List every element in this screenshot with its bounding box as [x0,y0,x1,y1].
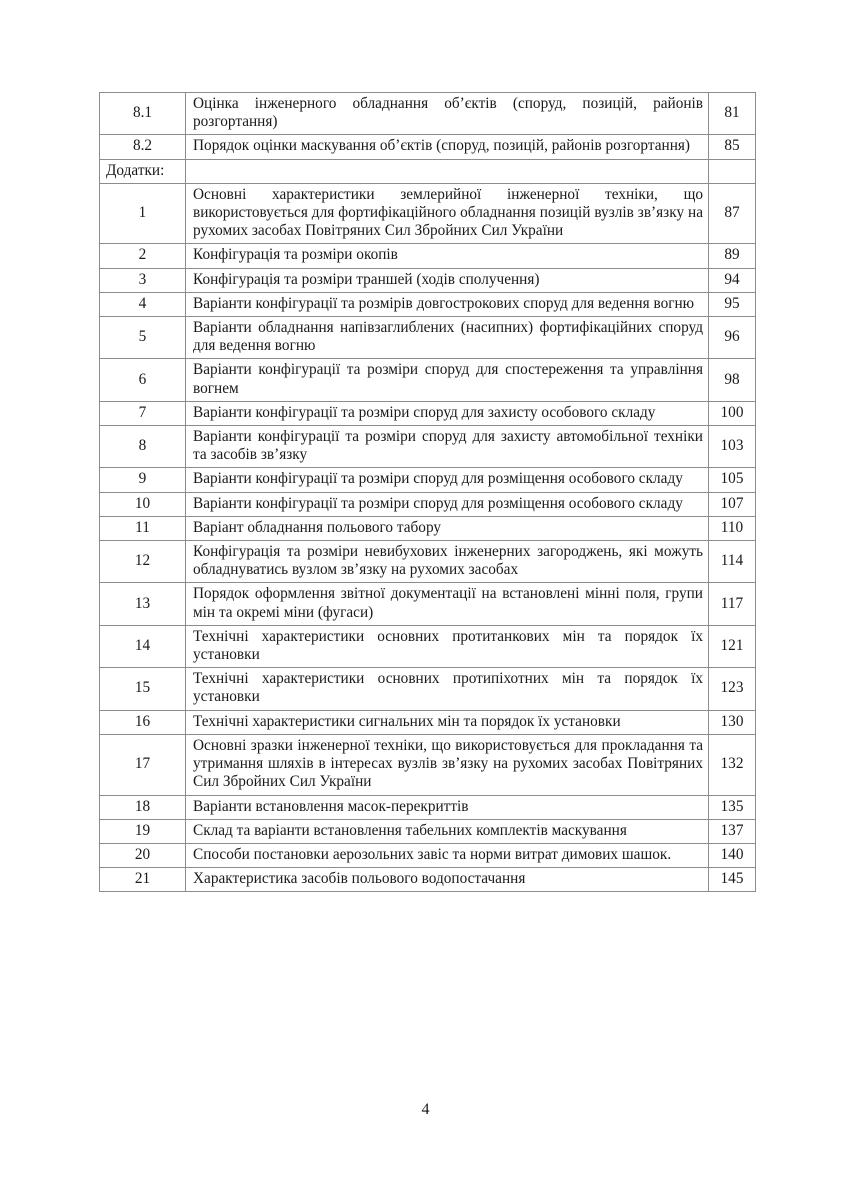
table-row [100,426,756,468]
row-title-cell: Порядок оцінки маскування об’єктів (споруд, позицій, районів розгортання) [186,135,709,159]
row-page-cell: 110 [709,516,756,540]
row-number-cell: 13 [100,583,186,625]
row-number-cell: 1 [100,183,186,244]
row-title-cell: Характеристика засобів польового водопостачання [186,868,709,892]
row-page-cell: 89 [709,244,756,268]
table-row [100,244,756,268]
row-page-cell: 123 [709,668,756,710]
row-page-cell: 107 [709,492,756,516]
row-number-cell: 14 [100,625,186,667]
row-number-cell: 7 [100,401,186,425]
row-number-cell: 15 [100,668,186,710]
table-row [100,819,756,843]
row-number-cell: 9 [100,468,186,492]
row-page-cell: 145 [709,868,756,892]
table-row [100,317,756,359]
row-title-cell: Технічні характеристики сигнальних мін та порядок їх установки [186,710,709,734]
table-row [100,734,756,795]
row-title-cell: Склад та варіанти встановлення табельних комплектів маскування [186,819,709,843]
row-number-cell: 2 [100,244,186,268]
row-number-cell: 8 [100,426,186,468]
table-body [100,93,756,892]
table-row [100,468,756,492]
row-number-cell: 19 [100,819,186,843]
table-row [100,135,756,159]
row-number-cell: 4 [100,292,186,316]
row-title-cell: Варіанти конфігурації та розміри споруд для спостереження та управління вогнем [186,359,709,401]
row-page-cell: 81 [709,93,756,135]
table-row [100,516,756,540]
row-title-cell: Основні зразки інженерної техніки, що використовується для прокладання та утримання шляхів в інтересах вузлів зв’язку на рухомих засобах Повітряних Сил Збройних Сил України [186,734,709,795]
row-title-cell: Способи постановки аерозольних завіс та норми витрат димових шашок. [186,843,709,867]
row-page-cell: 121 [709,625,756,667]
row-number-cell: 21 [100,868,186,892]
table-row [100,541,756,583]
row-page-cell: 114 [709,541,756,583]
table-row [100,401,756,425]
row-number-cell: Додатки: [100,159,186,183]
row-page-cell: 94 [709,268,756,292]
row-title-cell: Порядок оформлення звітної документації на встановлені мінні поля, групи мін та окремі міни (фугаси) [186,583,709,625]
row-page-cell: 140 [709,843,756,867]
row-title-cell: Варіанти конфігурації та розмірів довгострокових споруд для ведення вогню [186,292,709,316]
row-page-cell: 137 [709,819,756,843]
table-row [100,159,756,183]
row-number-cell: 5 [100,317,186,359]
table-row [100,583,756,625]
row-title-cell: Варіанти конфігурації та розміри споруд для захисту автомобільної техніки та засобів зв’язку [186,426,709,468]
row-number-cell: 16 [100,710,186,734]
row-title-cell: Варіанти конфігурації та розміри споруд для розміщення особового складу [186,492,709,516]
row-page-cell: 87 [709,183,756,244]
table-row [100,668,756,710]
row-page-cell: 85 [709,135,756,159]
row-number-cell: 17 [100,734,186,795]
row-page-cell: 96 [709,317,756,359]
row-title-cell [186,159,709,183]
row-page-cell: 130 [709,710,756,734]
table-row [100,292,756,316]
row-title-cell: Варіант обладнання польового табору [186,516,709,540]
row-number-cell: 6 [100,359,186,401]
row-page-cell: 105 [709,468,756,492]
row-title-cell: Варіанти обладнання напівзаглиблених (насипних) фортифікаційних споруд для ведення вогню [186,317,709,359]
row-title-cell: Оцінка інженерного обладнання об’єктів (споруд, позицій, районів розгортання) [186,93,709,135]
table-row [100,359,756,401]
table-row [100,843,756,867]
row-number-cell: 11 [100,516,186,540]
row-title-cell: Конфігурація та розміри окопів [186,244,709,268]
row-number-cell: 18 [100,795,186,819]
row-number-cell: 12 [100,541,186,583]
table-row [100,268,756,292]
table-row [100,492,756,516]
row-number-cell: 3 [100,268,186,292]
table-row [100,93,756,135]
row-page-cell: 103 [709,426,756,468]
row-title-cell: Варіанти конфігурації та розміри споруд для захисту особового складу [186,401,709,425]
table-row [100,710,756,734]
row-page-cell: 95 [709,292,756,316]
row-page-cell: 135 [709,795,756,819]
row-number-cell: 20 [100,843,186,867]
row-number-cell: 8.2 [100,135,186,159]
row-page-cell: 98 [709,359,756,401]
row-number-cell: 10 [100,492,186,516]
row-page-cell [709,159,756,183]
table-row [100,183,756,244]
row-title-cell: Конфігурація та розміри невибухових інженерних загороджень, які можуть обладнуватись вузлом зв’язку на рухомих засобах [186,541,709,583]
row-title-cell: Конфігурація та розміри траншей (ходів сполучення) [186,268,709,292]
row-title-cell: Варіанти конфігурації та розміри споруд для розміщення особового складу [186,468,709,492]
table-row [100,868,756,892]
page-number: 4 [421,1101,430,1118]
row-number-cell: 8.1 [100,93,186,135]
row-page-cell: 132 [709,734,756,795]
row-page-cell: 100 [709,401,756,425]
row-title-cell: Технічні характеристики основних протитанкових мін та порядок їх установки [186,625,709,667]
table-of-contents-table [99,92,756,892]
row-page-cell: 117 [709,583,756,625]
row-title-cell: Варіанти встановлення масок-перекриттів [186,795,709,819]
table-row [100,795,756,819]
row-title-cell: Технічні характеристики основних протипіхотних мін та порядок їх установки [186,668,709,710]
row-title-cell: Основні характеристики землерийної інженерної техніки, що використовується для фортифікаційного обладнання позицій вузлів зв’язку на рухомих засобах Повітряних Сил Збройних Сил України [186,183,709,244]
table-row [100,625,756,667]
